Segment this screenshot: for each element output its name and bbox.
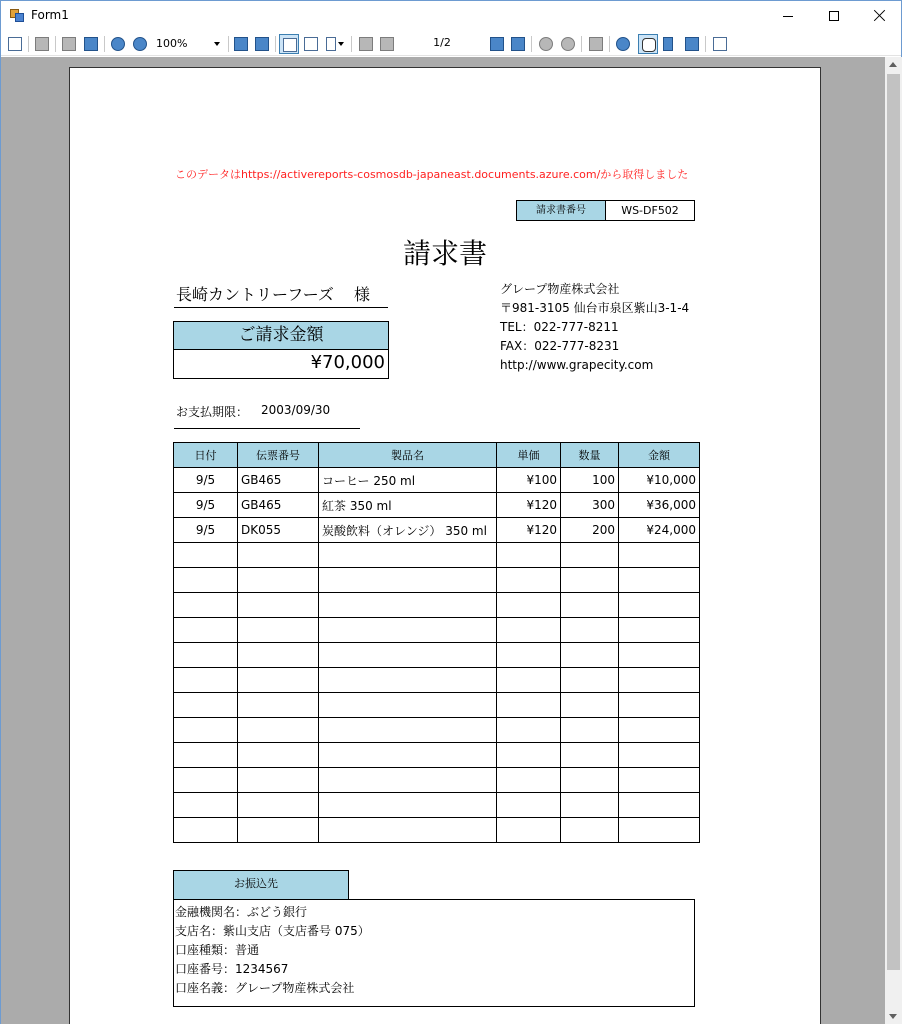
maximize-button[interactable] — [811, 1, 857, 32]
table-cell — [561, 568, 619, 593]
table-row — [174, 668, 700, 693]
multi-page-button[interactable] — [323, 34, 343, 54]
table-cell — [561, 643, 619, 668]
zoom-in-icon — [133, 37, 147, 51]
table-cell — [561, 793, 619, 818]
single-page-button[interactable] — [279, 34, 299, 54]
table-cell — [174, 768, 238, 793]
table-row — [174, 643, 700, 668]
items-table — [173, 442, 700, 843]
table-cell — [174, 593, 238, 618]
table-cell: ¥24,000 — [619, 518, 700, 543]
company-address: 〒981-3105 仙台市泉区紫山3-1-4 — [500, 301, 690, 315]
table-row — [174, 618, 700, 643]
table-cell: GB465 — [238, 493, 319, 518]
title-bar — [1, 1, 901, 32]
table-cell — [174, 818, 238, 843]
toolbar-separator — [609, 36, 610, 52]
hand-icon — [642, 38, 656, 52]
table-cell — [319, 568, 497, 593]
table-cell: 9/5 — [174, 468, 238, 493]
viewer-toolbar — [1, 32, 901, 56]
table-cell — [619, 693, 700, 718]
honorific: 様 — [354, 285, 371, 304]
table-row — [174, 793, 700, 818]
bank-branch: 支店名：紫山支店（支店番号 075） — [175, 924, 370, 938]
maximize-icon — [829, 11, 839, 21]
table-row — [174, 768, 700, 793]
table-cell — [497, 668, 561, 693]
payment-due-value: 2003/09/30 — [261, 403, 331, 417]
table-cell — [619, 818, 700, 843]
table-row — [174, 818, 700, 843]
printer-icon — [35, 37, 49, 51]
first-page-icon — [359, 37, 373, 51]
first-page-button[interactable] — [356, 34, 376, 54]
invoice-number-label: 請求書番号 — [516, 200, 606, 221]
table-cell: ¥36,000 — [619, 493, 700, 518]
table-cell — [619, 718, 700, 743]
bank-name: 金融機関名：ぶどう銀行 — [175, 905, 308, 919]
table-cell: DK055 — [238, 518, 319, 543]
back-icon — [539, 37, 553, 51]
table-cell: GB465 — [238, 468, 319, 493]
table-cell: 9/5 — [174, 493, 238, 518]
bank-info-label: お振込先 — [173, 870, 349, 900]
table-cell — [238, 618, 319, 643]
toolbar-separator — [531, 36, 532, 52]
previous-page-icon — [380, 37, 394, 51]
table-cell — [319, 718, 497, 743]
table-cell — [174, 743, 238, 768]
report-page — [69, 67, 821, 1024]
company-url: http://www.grapecity.com — [500, 358, 654, 372]
table-cell — [319, 593, 497, 618]
scroll-down-arrow-icon[interactable] — [889, 1014, 897, 1019]
last-page-button[interactable] — [508, 34, 528, 54]
table-cell — [497, 543, 561, 568]
table-cell — [319, 693, 497, 718]
zoom-value: 100% — [156, 37, 188, 50]
scroll-up-arrow-icon[interactable] — [889, 62, 897, 67]
table-cell — [238, 743, 319, 768]
table-cell: ¥10,000 — [619, 468, 700, 493]
table-cell: ¥120 — [497, 493, 561, 518]
refresh-button[interactable] — [613, 34, 633, 54]
table-row — [174, 718, 700, 743]
table-cell — [174, 668, 238, 693]
minimize-icon — [783, 16, 793, 17]
customer-field — [174, 282, 388, 308]
table-cell — [561, 768, 619, 793]
table-row — [174, 518, 700, 543]
selection-mode-button[interactable] — [660, 34, 680, 54]
text-cursor-icon — [663, 37, 673, 51]
bank-account-number: 口座番号：1234567 — [175, 962, 289, 976]
table-cell — [619, 593, 700, 618]
table-cell — [561, 743, 619, 768]
table-cell — [497, 743, 561, 768]
column-header-quantity: 数量 — [561, 443, 619, 468]
back-button[interactable] — [536, 34, 556, 54]
table-cell: 300 — [561, 493, 619, 518]
company-info — [500, 280, 720, 375]
window-title: Form1 — [31, 8, 69, 22]
galley-mode-icon — [713, 37, 727, 51]
column-header-product-name: 製品名 — [319, 443, 497, 468]
table-cell — [619, 543, 700, 568]
toolbar-separator — [581, 36, 582, 52]
table-cell — [319, 818, 497, 843]
zoom-out-button[interactable] — [108, 34, 128, 54]
binoculars-icon — [84, 37, 98, 51]
customer-name: 長崎カントリーフーズ — [176, 285, 334, 304]
zoom-in-button[interactable] — [130, 34, 150, 54]
galley-mode-button[interactable] — [710, 34, 730, 54]
payment-due-field — [174, 399, 360, 429]
toolbar-separator — [705, 36, 706, 52]
single-page-icon — [283, 38, 297, 52]
parent-report-button[interactable] — [586, 34, 606, 54]
billing-amount-value: ¥70,000 — [173, 349, 389, 379]
table-row — [174, 593, 700, 618]
bank-account-holder: 口座名義：グレープ物産株式会社 — [175, 981, 355, 995]
table-cell — [319, 543, 497, 568]
continuous-page-button[interactable] — [301, 34, 321, 54]
bank-account-type: 口座種類：普通 — [175, 943, 260, 957]
multi-page-icon — [326, 37, 336, 51]
table-row — [174, 743, 700, 768]
table-cell — [561, 618, 619, 643]
table-cell — [174, 643, 238, 668]
bank-info-box — [173, 899, 695, 1007]
fit-width-button[interactable] — [231, 34, 251, 54]
company-tel: TEL：022-777-8211 — [500, 320, 619, 334]
table-cell — [238, 568, 319, 593]
table-cell — [238, 768, 319, 793]
table-cell — [174, 793, 238, 818]
table-cell — [561, 593, 619, 618]
vertical-scrollbar[interactable] — [885, 57, 902, 1024]
table-of-contents-icon — [8, 37, 22, 51]
table-cell — [619, 793, 700, 818]
table-cell — [319, 618, 497, 643]
table-cell — [619, 568, 700, 593]
zoom-out-icon — [111, 37, 125, 51]
table-cell — [174, 568, 238, 593]
toolbar-separator — [104, 36, 105, 52]
table-cell — [238, 793, 319, 818]
table-row — [174, 543, 700, 568]
table-cell — [561, 818, 619, 843]
table-cell — [561, 693, 619, 718]
table-row — [174, 493, 700, 518]
forward-button[interactable] — [558, 34, 578, 54]
payment-due-label: お支払期限： — [176, 405, 249, 419]
table-cell: ¥100 — [497, 468, 561, 493]
table-cell — [497, 643, 561, 668]
table-cell — [174, 618, 238, 643]
pan-mode-button[interactable] — [638, 34, 658, 54]
toolbar-separator — [28, 36, 29, 52]
dropdown-arrow-icon — [338, 42, 344, 46]
copy-icon — [62, 37, 76, 51]
snapshot-icon — [685, 37, 699, 51]
table-cell — [238, 668, 319, 693]
table-cell — [238, 718, 319, 743]
table-cell — [561, 668, 619, 693]
last-page-icon — [511, 37, 525, 51]
print-button[interactable] — [32, 34, 52, 54]
company-fax: FAX：022-777-8231 — [500, 339, 620, 353]
report-viewer-area[interactable] — [1, 57, 885, 1024]
toolbar-separator — [275, 36, 276, 52]
table-cell: 100 — [561, 468, 619, 493]
table-cell — [497, 718, 561, 743]
table-cell — [238, 818, 319, 843]
scroll-thumb[interactable] — [887, 74, 900, 970]
page-indicator[interactable]: 1/2 — [433, 36, 451, 49]
table-cell — [319, 668, 497, 693]
table-cell: 紅茶 350 ml — [319, 493, 497, 518]
table-cell — [319, 743, 497, 768]
toolbar-separator — [55, 36, 56, 52]
table-cell — [174, 543, 238, 568]
data-source-notice: このデータはhttps://activereports-cosmosdb-japaneast.documents.azure.com/から取得しました — [175, 168, 689, 181]
table-cell — [497, 618, 561, 643]
column-header-slip-number: 伝票番号 — [238, 443, 319, 468]
table-cell — [319, 793, 497, 818]
toc-button[interactable] — [5, 34, 25, 54]
table-cell — [619, 668, 700, 693]
parent-report-icon — [589, 37, 603, 51]
next-page-icon — [490, 37, 504, 51]
document-title: 請求書 — [402, 237, 487, 270]
table-row — [174, 468, 700, 493]
table-cell: 炭酸飲料（オレンジ） 350 ml — [319, 518, 497, 543]
table-cell — [619, 743, 700, 768]
table-cell — [497, 693, 561, 718]
table-cell — [619, 643, 700, 668]
table-cell — [561, 718, 619, 743]
forward-icon — [561, 37, 575, 51]
toolbar-separator — [228, 36, 229, 52]
table-cell — [497, 793, 561, 818]
table-cell — [238, 543, 319, 568]
close-button[interactable] — [857, 1, 902, 32]
column-header-unit-price: 単価 — [497, 443, 561, 468]
dropdown-arrow-icon — [214, 42, 220, 46]
table-cell: コーヒー 250 ml — [319, 468, 497, 493]
table-cell: ¥120 — [497, 518, 561, 543]
snapshot-button[interactable] — [682, 34, 702, 54]
find-button[interactable] — [81, 34, 101, 54]
column-header-amount: 金額 — [619, 443, 700, 468]
table-cell: 200 — [561, 518, 619, 543]
table-cell — [619, 618, 700, 643]
table-cell — [619, 768, 700, 793]
close-icon — [874, 9, 886, 21]
continuous-page-icon — [304, 37, 318, 51]
fit-page-button[interactable] — [252, 34, 272, 54]
table-cell — [497, 768, 561, 793]
table-cell — [238, 693, 319, 718]
table-cell: 9/5 — [174, 518, 238, 543]
next-page-button[interactable] — [487, 34, 507, 54]
table-cell — [238, 593, 319, 618]
refresh-icon — [616, 37, 630, 51]
table-cell — [319, 768, 497, 793]
table-cell — [174, 718, 238, 743]
invoice-number-value: WS-DF502 — [605, 200, 695, 221]
copy-button[interactable] — [59, 34, 79, 54]
fit-page-icon — [255, 37, 269, 51]
table-cell — [174, 693, 238, 718]
app-icon — [10, 9, 24, 22]
toolbar-separator — [351, 36, 352, 52]
fit-width-icon — [234, 37, 248, 51]
table-cell — [497, 818, 561, 843]
minimize-button[interactable] — [765, 1, 811, 32]
table-row — [174, 693, 700, 718]
table-cell — [319, 643, 497, 668]
items-header-row — [174, 443, 700, 468]
table-cell — [238, 643, 319, 668]
zoom-dropdown[interactable] — [153, 35, 225, 53]
table-cell — [497, 568, 561, 593]
table-cell — [561, 543, 619, 568]
table-row — [174, 568, 700, 593]
column-header-date: 日付 — [174, 443, 238, 468]
table-cell — [497, 593, 561, 618]
company-name: グレープ物産株式会社 — [500, 282, 620, 296]
billing-amount-label: ご請求金額 — [173, 321, 389, 350]
previous-page-button[interactable] — [377, 34, 397, 54]
